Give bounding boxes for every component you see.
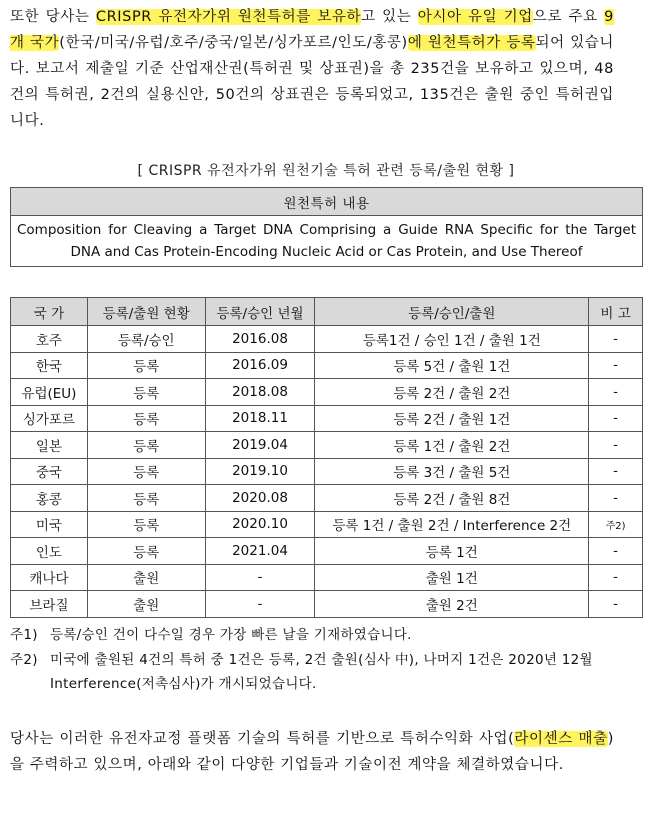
counts-cell: 등록 1건 / 출원 2건 xyxy=(315,432,589,459)
date-cell: 2016.09 xyxy=(205,352,315,379)
footnote-2 xyxy=(10,648,640,696)
table-row xyxy=(11,405,643,432)
status-cell: 등록 xyxy=(87,458,205,485)
remarks-cell: - xyxy=(589,458,643,485)
counts-cell: 등록 5건 / 출원 1건 xyxy=(315,352,589,379)
date-cell: 2019.04 xyxy=(205,432,315,459)
table-row xyxy=(11,564,643,591)
country-cell: 미국 xyxy=(11,511,88,538)
remarks-cell: 주2) xyxy=(589,511,643,538)
footnote-text: 등록/승인 건이 다수일 경우 가장 빠른 날을 기재하였습니다. xyxy=(50,627,412,643)
counts-cell: 등록1건 / 승인 1건 / 출원 1건 xyxy=(315,326,589,353)
date-cell: 2018.08 xyxy=(205,379,315,406)
date-cell: - xyxy=(205,564,315,591)
status-cell: 출원 xyxy=(87,564,205,591)
country-cell: 유럽(EU) xyxy=(11,379,88,406)
table-header-row xyxy=(11,298,643,326)
table-row xyxy=(11,485,643,512)
header-remarks: 비 고 xyxy=(589,298,643,326)
counts-cell: 등록 2건 / 출원 1건 xyxy=(315,405,589,432)
header-date: 등록/승인 년월 xyxy=(205,298,315,326)
intro-text-3: 으로 주요 xyxy=(532,9,605,25)
table-caption: [ CRISPR 유전자가위 원천기술 특허 관련 등록/출원 현황 ] xyxy=(137,163,515,179)
highlight-license-revenue: 라이센스 매출 xyxy=(514,731,608,747)
remarks-cell: - xyxy=(589,326,643,353)
patent-header: 원천특허 내용 xyxy=(11,188,643,216)
remarks-cell: - xyxy=(589,379,643,406)
country-cell: 호주 xyxy=(11,326,88,353)
status-cell: 등록 xyxy=(87,511,205,538)
counts-cell: 등록 2건 / 출원 2건 xyxy=(315,379,589,406)
highlight-patent-registered: 에 원천특허가 등록 xyxy=(407,35,536,51)
remarks-cell: - xyxy=(589,405,643,432)
table-row xyxy=(11,352,643,379)
footnote-label: 주1) xyxy=(10,627,38,643)
closing-paragraph xyxy=(10,726,614,778)
country-cell: 일본 xyxy=(11,432,88,459)
remarks-cell: - xyxy=(589,352,643,379)
status-cell: 등록 xyxy=(87,485,205,512)
date-cell: 2020.08 xyxy=(205,485,315,512)
country-cell: 한국 xyxy=(11,352,88,379)
country-cell: 홍콩 xyxy=(11,485,88,512)
footnote-text: 미국에 출원된 4건의 특허 중 1건은 등록, 2건 출원(심사 中), 나머지 1건은 2020년 12월 Interference(저촉심사)가 개시되었습니다. xyxy=(50,652,593,692)
status-cell: 등록 xyxy=(87,538,205,565)
country-cell: 인도 xyxy=(11,538,88,565)
closing-text-2: )을 주력하고 있으며, 아래와 같이 다양한 기업들과 기술이전 계약을 체결하였습니다. xyxy=(10,731,614,773)
remarks-cell: - xyxy=(589,538,643,565)
table-row xyxy=(11,432,643,459)
status-cell: 등록 xyxy=(87,352,205,379)
table-row xyxy=(11,538,643,565)
table-row xyxy=(11,591,643,618)
remarks-cell: - xyxy=(589,564,643,591)
header-counts: 등록/승인/출원 xyxy=(315,298,589,326)
date-cell: 2021.04 xyxy=(205,538,315,565)
country-cell: 브라질 xyxy=(11,591,88,618)
highlight-original-patent: CRISPR 유전자가위 원천특허를 보유하 xyxy=(95,9,362,25)
date-cell: 2018.11 xyxy=(205,405,315,432)
date-cell: 2020.10 xyxy=(205,511,315,538)
table-row xyxy=(11,379,643,406)
table-row xyxy=(11,511,643,538)
intro-text-1: 또한 당사는 xyxy=(10,9,96,25)
table-row xyxy=(11,326,643,353)
date-cell: - xyxy=(205,591,315,618)
intro-text-5: 되어 있습니다. 보고서 제출일 기준 산업재산권(특허권 및 상표권)을 총 235건을 보유하고 있으며, 48건의 특허권, 2건의 실용신안, 50건의 상표권은 등록되었고, 135건은 출원 중인 특허권입니다. xyxy=(10,35,615,129)
table-row xyxy=(11,458,643,485)
highlight-nine-countries: 9개 국가 xyxy=(10,9,614,51)
country-cell: 중국 xyxy=(11,458,88,485)
remarks-cell: - xyxy=(589,485,643,512)
registration-table xyxy=(10,297,643,618)
counts-cell: 등록 3건 / 출원 5건 xyxy=(315,458,589,485)
counts-cell: 출원 1건 xyxy=(315,564,589,591)
counts-cell: 등록 2건 / 출원 8건 xyxy=(315,485,589,512)
counts-cell: 등록 1건 / 출원 2건 / Interference 2건 xyxy=(315,511,589,538)
status-cell: 출원 xyxy=(87,591,205,618)
country-cell: 캐나다 xyxy=(11,564,88,591)
header-country: 국 가 xyxy=(11,298,88,326)
footnote-1 xyxy=(10,623,640,647)
intro-paragraph xyxy=(10,4,614,134)
status-cell: 등록 xyxy=(87,405,205,432)
status-cell: 등록/승인 xyxy=(87,326,205,353)
highlight-only-asia-company: 아시아 유일 기업 xyxy=(417,9,533,25)
intro-text-4: (한국/미국/유럽/호주/중국/일본/싱가포르/인도/홍콩) xyxy=(59,35,408,51)
original-patent-table xyxy=(10,187,643,267)
patent-content: Composition for Cleaving a Target DNA Comprising a Guide RNA Specific for the Target DNA and Cas Protein-Encoding Nucleic Acid or Cas Protein, and Use Thereof xyxy=(11,216,643,267)
remarks-cell: - xyxy=(589,591,643,618)
counts-cell: 출원 2건 xyxy=(315,591,589,618)
counts-cell: 등록 1건 xyxy=(315,538,589,565)
header-status: 등록/출원 현황 xyxy=(87,298,205,326)
intro-text-2: 고 있는 xyxy=(361,9,418,25)
date-cell: 2019.10 xyxy=(205,458,315,485)
country-cell: 싱가포르 xyxy=(11,405,88,432)
footnote-label: 주2) xyxy=(10,652,38,668)
remarks-cell: - xyxy=(589,432,643,459)
closing-text-1: 당사는 이러한 유전자교정 플랫폼 기술의 특허를 기반으로 특허수익화 사업( xyxy=(10,731,515,747)
date-cell: 2016.08 xyxy=(205,326,315,353)
status-cell: 등록 xyxy=(87,379,205,406)
status-cell: 등록 xyxy=(87,432,205,459)
